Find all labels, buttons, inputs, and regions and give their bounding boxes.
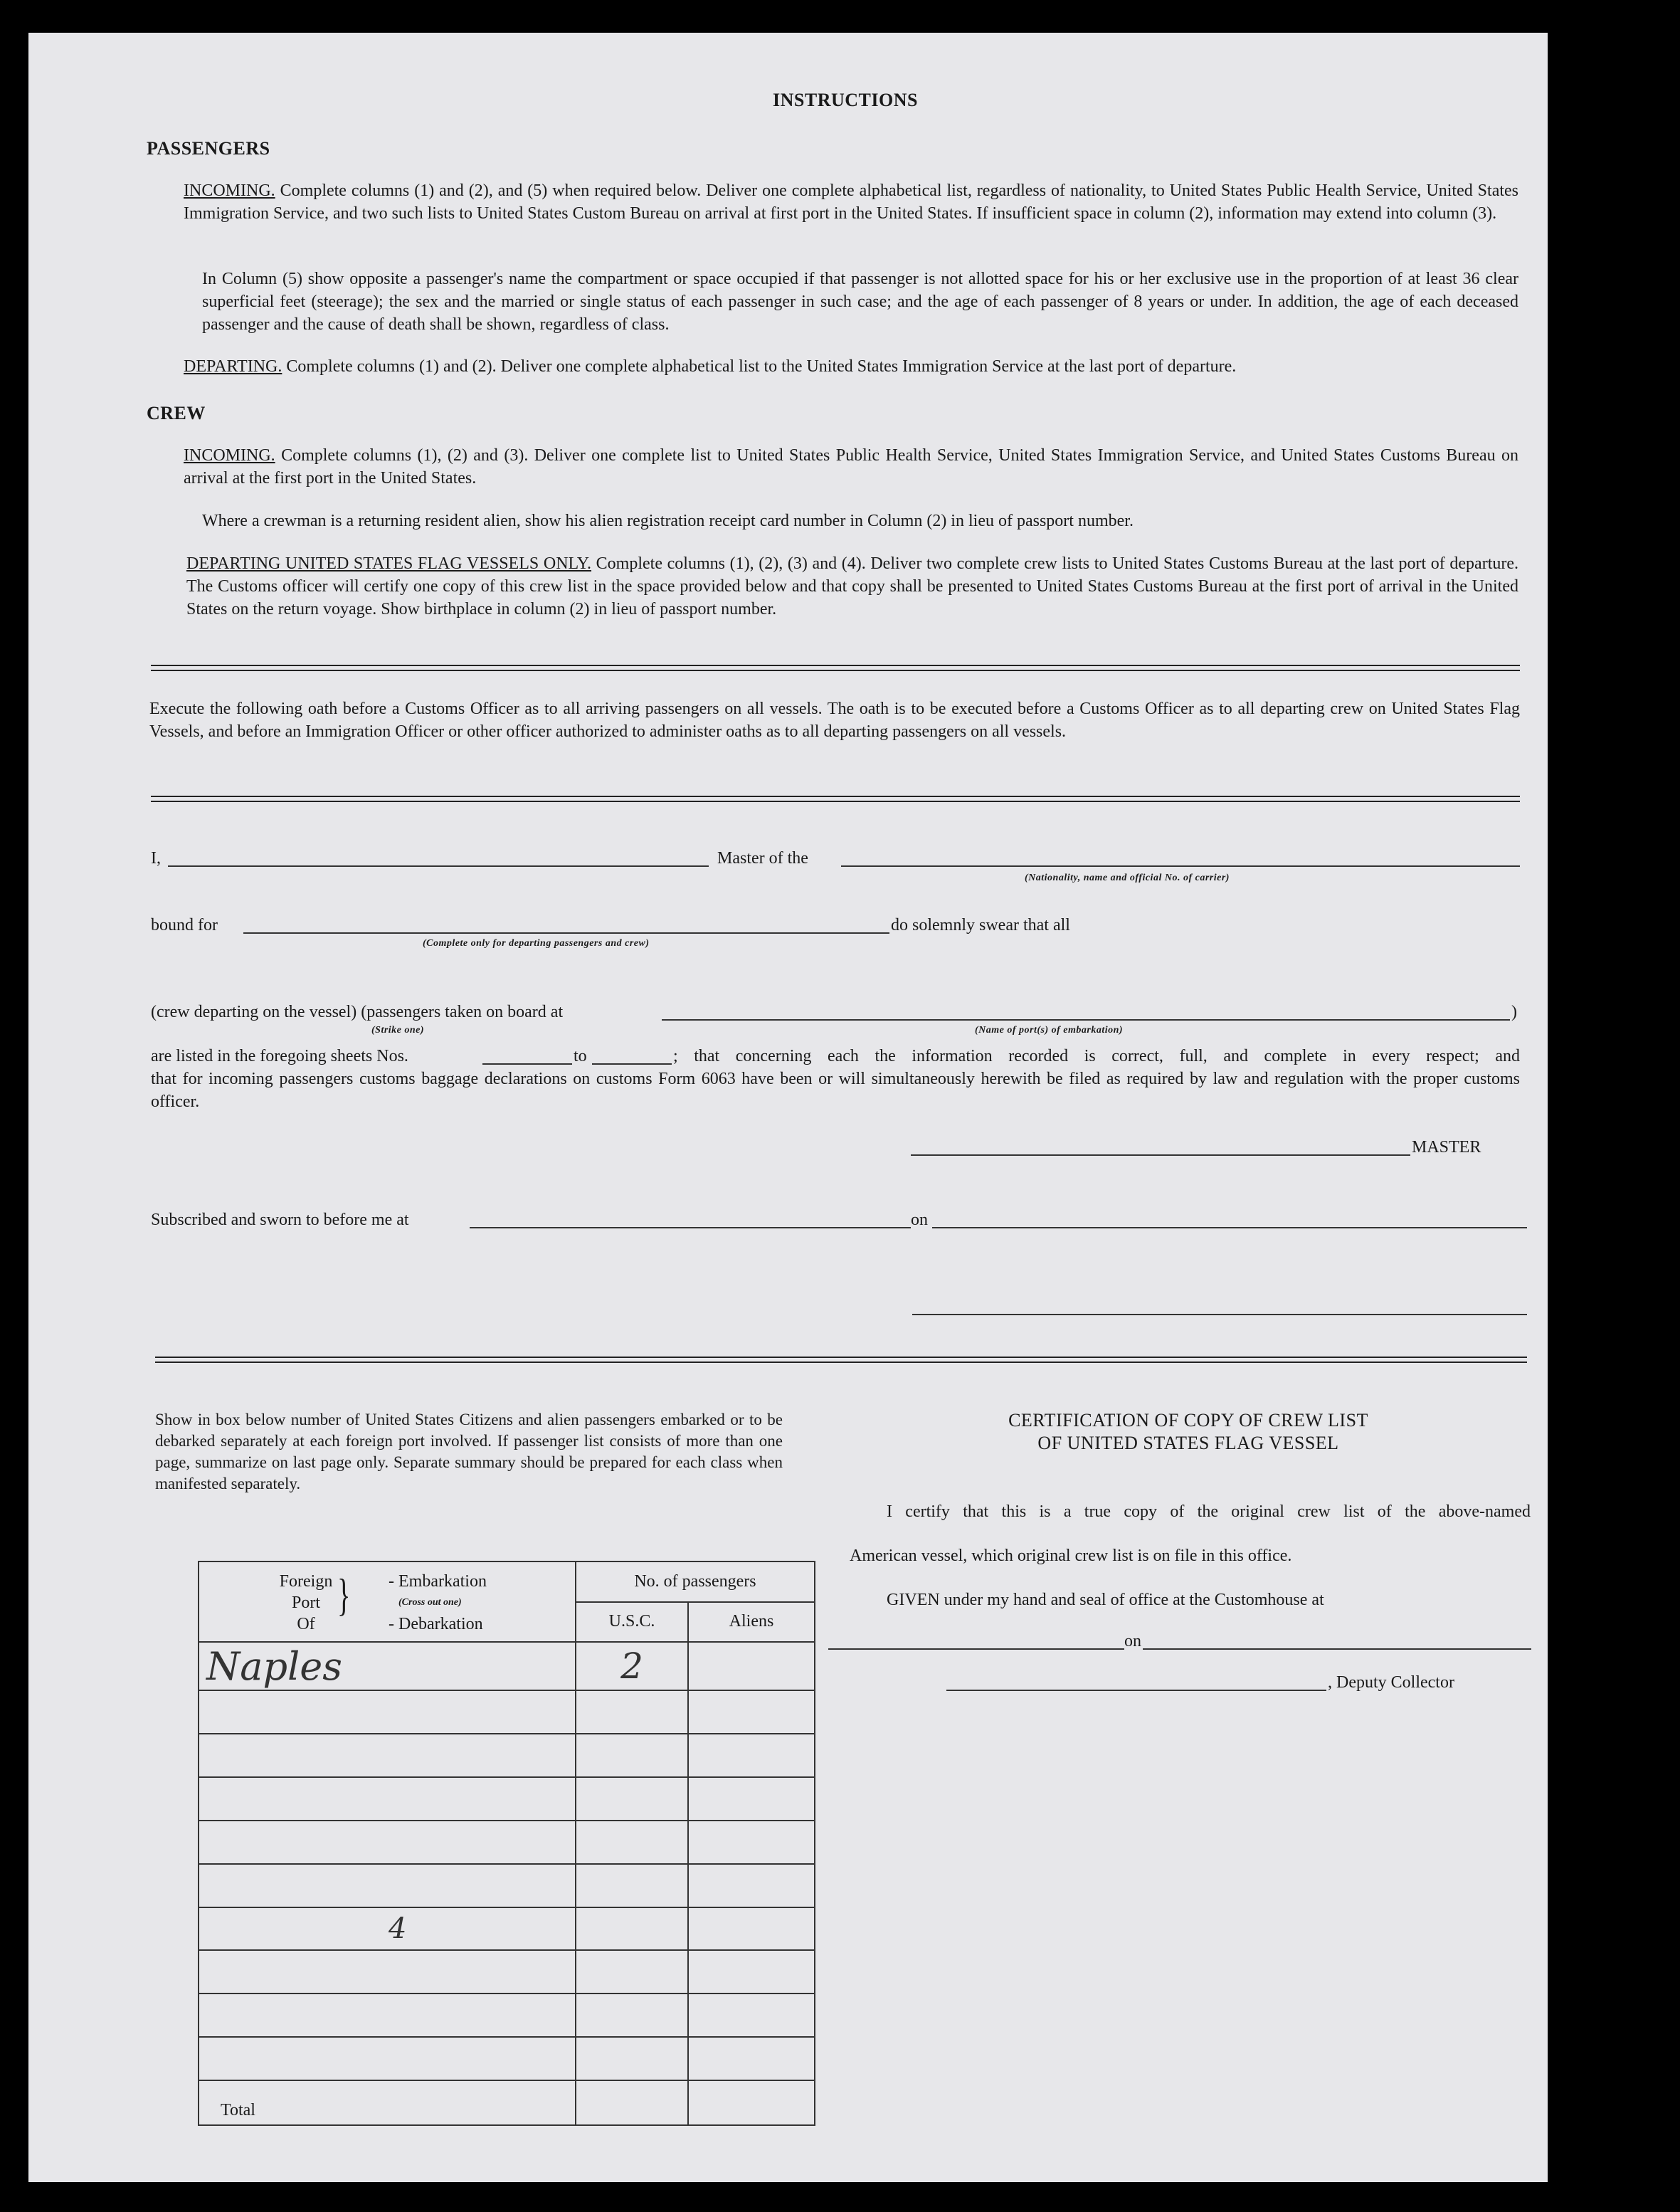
brace-icon: } [337, 1569, 351, 1620]
listed-sheets-label: are listed in the foregoing sheets Nos. [151, 1047, 408, 1065]
port-row-9-port[interactable] [199, 1994, 576, 2037]
strike-one-caption: (Strike one) [371, 1025, 425, 1036]
port-caption: (Name of port(s) of embarkation) [975, 1025, 1124, 1036]
sworn-date-field[interactable] [932, 1227, 1527, 1228]
listed-sheets-continuation: ; that concerning each the information recorded is correct, full, and complete in every respect; and [673, 1047, 1520, 1065]
crew-incoming-text: Complete columns (1), (2) and (3). Deliver one complete list to United States Public Health Service, United States Immigration Service, and United States Customs Bureau on arrival at the first port in the United States. [184, 446, 1519, 488]
oath-instruction: Execute the following oath before a Customs Officer as to all arriving passengers on all vessels. The oath is to be executed before a Customs Officer as to all departing crew on United States Flag Vessels, and before an Immigration Officer or other officer authorized to administer oaths as to all departing passengers on all vessels. [149, 700, 1520, 741]
debarkation-label: - Debarkation [389, 1615, 483, 1633]
col-of-label: Of [297, 1615, 315, 1633]
port-row-10-usc[interactable] [576, 2037, 688, 2080]
passengers-incoming-label: INCOMING. [184, 181, 275, 200]
port-row-3-port[interactable] [199, 1734, 576, 1777]
deputy-collector-signature-field[interactable] [946, 1690, 1326, 1691]
port-row-4-usc[interactable] [576, 1777, 688, 1821]
passengers-column5-paragraph: In Column (5) show opposite a passenger's name the compartment or space occupied if that passenger is not allotted space for his or her exclusive use in the proportion of at least 36 clear superficial feet (steerage); the sex and the married or single status of each passenger in such case; and the age of each passenger of 8 years or under. In addition, the age of each deceased passenger and the cause of death shall be shown, regardless of class. [202, 270, 1518, 334]
bound-for-caption: (Complete only for departing passengers and crew) [423, 938, 650, 949]
embarkation-port-field[interactable] [662, 1019, 1510, 1021]
given-line: GIVEN under my hand and seal of office at the Customhouse at [887, 1591, 1324, 1609]
certification-title-line-1: CERTIFICATION OF COPY OF CREW LIST [1008, 1410, 1368, 1431]
crew-departing-paragraph [186, 552, 1518, 621]
port-row-3-usc[interactable] [576, 1734, 688, 1777]
master-of-the-label: Master of the [717, 849, 808, 868]
embarkation-label: - Embarkation [389, 1572, 487, 1591]
double-rule-3 [155, 1357, 1527, 1363]
port-row-2-port[interactable] [199, 1690, 576, 1734]
sworn-on-label: on [911, 1211, 928, 1229]
port-row-7-port[interactable] [199, 1907, 576, 1951]
port-row-5-aliens[interactable] [688, 1821, 815, 1864]
col-port-label: Port [291, 1594, 320, 1612]
port-row-7-aliens[interactable] [688, 1907, 815, 1951]
crew-crewman-paragraph: Where a crewman is a returning resident alien, show his alien registration receipt card number in Column (2) in lieu of passport number. [202, 512, 1134, 530]
port-row-7-usc[interactable] [576, 1907, 688, 1951]
double-rule-2 [151, 796, 1520, 802]
crew-passengers-label: (crew departing on the vessel) (passengers taken on board at [151, 1003, 564, 1021]
listed-to-label: to [574, 1047, 587, 1065]
passengers-departing-text: Complete columns (1) and (2). Deliver one complete alphabetical list to the United States Immigration Service at the last port of departure. [286, 357, 1237, 376]
officer-signature-field[interactable] [912, 1314, 1527, 1315]
subscribed-label: Subscribed and sworn to before me at [151, 1211, 409, 1229]
port-row-8-port[interactable] [199, 1950, 576, 1994]
certify-on-label: on [1124, 1632, 1141, 1650]
no-passengers-header: No. of passengers [576, 1561, 815, 1602]
cross-out-caption: (Cross out one) [398, 1597, 462, 1608]
port-row-1-aliens[interactable] [688, 1642, 815, 1690]
port-row-2-aliens[interactable] [688, 1690, 815, 1734]
port-row-2-usc[interactable] [576, 1690, 688, 1734]
port-row-5-port[interactable] [199, 1821, 576, 1864]
double-rule-1 [151, 665, 1520, 671]
carrier-field[interactable] [841, 865, 1520, 867]
port-row-8-aliens[interactable] [688, 1950, 815, 1994]
port-row-9-aliens[interactable] [688, 1994, 815, 2037]
certify-line-2: American vessel, which original crew list is on file in this office. [850, 1547, 1292, 1565]
certify-date-field[interactable] [1143, 1648, 1531, 1650]
oath-i-label: I, [151, 849, 161, 868]
sworn-place-field[interactable] [470, 1227, 911, 1228]
master-label: MASTER [1412, 1138, 1481, 1157]
port-row-10-port[interactable] [199, 2037, 576, 2080]
naples-handwriting: Naples [206, 1643, 342, 1689]
usc-count-handwriting: 2 [620, 1645, 643, 1687]
total-label-cell: Total [199, 2080, 576, 2125]
aliens-header: Aliens [688, 1602, 815, 1643]
listed-sheets-rest: that for incoming passengers customs baggage declarations on customs Form 6063 have been or will simultaneously herewith be filed as required by law and regulation with the proper customs officer. [151, 1070, 1520, 1111]
crew-heading: CREW [147, 403, 206, 423]
port-row-1-port[interactable] [199, 1642, 576, 1690]
solemnly-swear-label: do solemnly swear that all [891, 916, 1070, 934]
crew-incoming-label: INCOMING. [184, 446, 275, 465]
deputy-collector-label: , Deputy Collector [1328, 1673, 1454, 1692]
port-row-10-aliens[interactable] [688, 2037, 815, 2080]
sheet-to-field[interactable] [592, 1063, 672, 1065]
port-row-4-aliens[interactable] [688, 1777, 815, 1821]
port-row-6-port[interactable] [199, 1864, 576, 1907]
passengers-incoming-text: Complete columns (1) and (2), and (5) when required below. Deliver one complete alphabetical list, regardless of nationality, to United States Public Health Service, United States Immigration Service, and two such lists to United States Custom Bureau on arrival at first port in the United States. If insufficient space in column (2), information may extend into column (3). [184, 181, 1519, 223]
port-row-6-aliens[interactable] [688, 1864, 815, 1907]
port-row-6-usc[interactable] [576, 1864, 688, 1907]
crew-departing-label: DEPARTING UNITED STATES FLAG VESSELS ONLY. [186, 554, 592, 573]
passengers-departing-label: DEPARTING. [184, 357, 282, 376]
certification-title [854, 1409, 1523, 1455]
carrier-caption: (Nationality, name and official No. of carrier) [1025, 873, 1230, 883]
sheet-from-field[interactable] [482, 1063, 572, 1065]
port-header-cell [199, 1561, 576, 1642]
summary-instruction: Show in box below number of United States Citizens and alien passengers embarked or to be debarked separately at each foreign port involved. If passenger list consists of more than one page, summarize on last page only. Separate summary should be prepared for each class when manifested separately. [155, 1411, 783, 1492]
bound-for-label: bound for [151, 916, 218, 934]
port-row-5-usc[interactable] [576, 1821, 688, 1864]
port-row-8-usc[interactable] [576, 1950, 688, 1994]
master-name-field[interactable] [168, 865, 709, 867]
port-row-3-aliens[interactable] [688, 1734, 815, 1777]
certification-title-line-2: OF UNITED STATES FLAG VESSEL [1037, 1433, 1339, 1453]
passengers-incoming-paragraph [184, 179, 1518, 225]
certify-line-1: I certify that this is a true copy of the original crew list of the above-named [887, 1502, 1531, 1521]
port-row-9-usc[interactable] [576, 1994, 688, 2037]
crew-departing-text: Complete columns (1), (2), (3) and (4). Deliver two complete crew lists to United States Customs Bureau at the last port of departure. The Customs officer will certify one copy of this crew list in the space provided below and that copy shall be presented to United States Customs Bureau at the first port of arrival in the United States on the return voyage. Show birthplace in column (2) in lieu of passport number. [186, 554, 1519, 618]
form-page [28, 33, 1548, 2182]
total-usc[interactable] [576, 2080, 688, 2125]
bound-for-field[interactable] [243, 932, 889, 934]
usc-header: U.S.C. [576, 1602, 688, 1643]
page-title: INSTRUCTIONS [773, 90, 918, 110]
passengers-heading: PASSENGERS [147, 138, 270, 159]
port-summary-table [198, 1561, 815, 2126]
master-signature-field[interactable] [911, 1154, 1410, 1156]
total-aliens[interactable] [688, 2080, 815, 2125]
port-row-4-port[interactable] [199, 1777, 576, 1821]
crew-incoming-paragraph [184, 444, 1518, 490]
close-paren: ) [1511, 1003, 1517, 1021]
col-foreign-label: Foreign [279, 1572, 333, 1591]
customhouse-field[interactable] [828, 1648, 1124, 1650]
port-row-1-usc[interactable] [576, 1642, 688, 1690]
passengers-departing-paragraph [184, 355, 1528, 378]
tally-mark-handwriting: 4 [389, 1912, 407, 1945]
